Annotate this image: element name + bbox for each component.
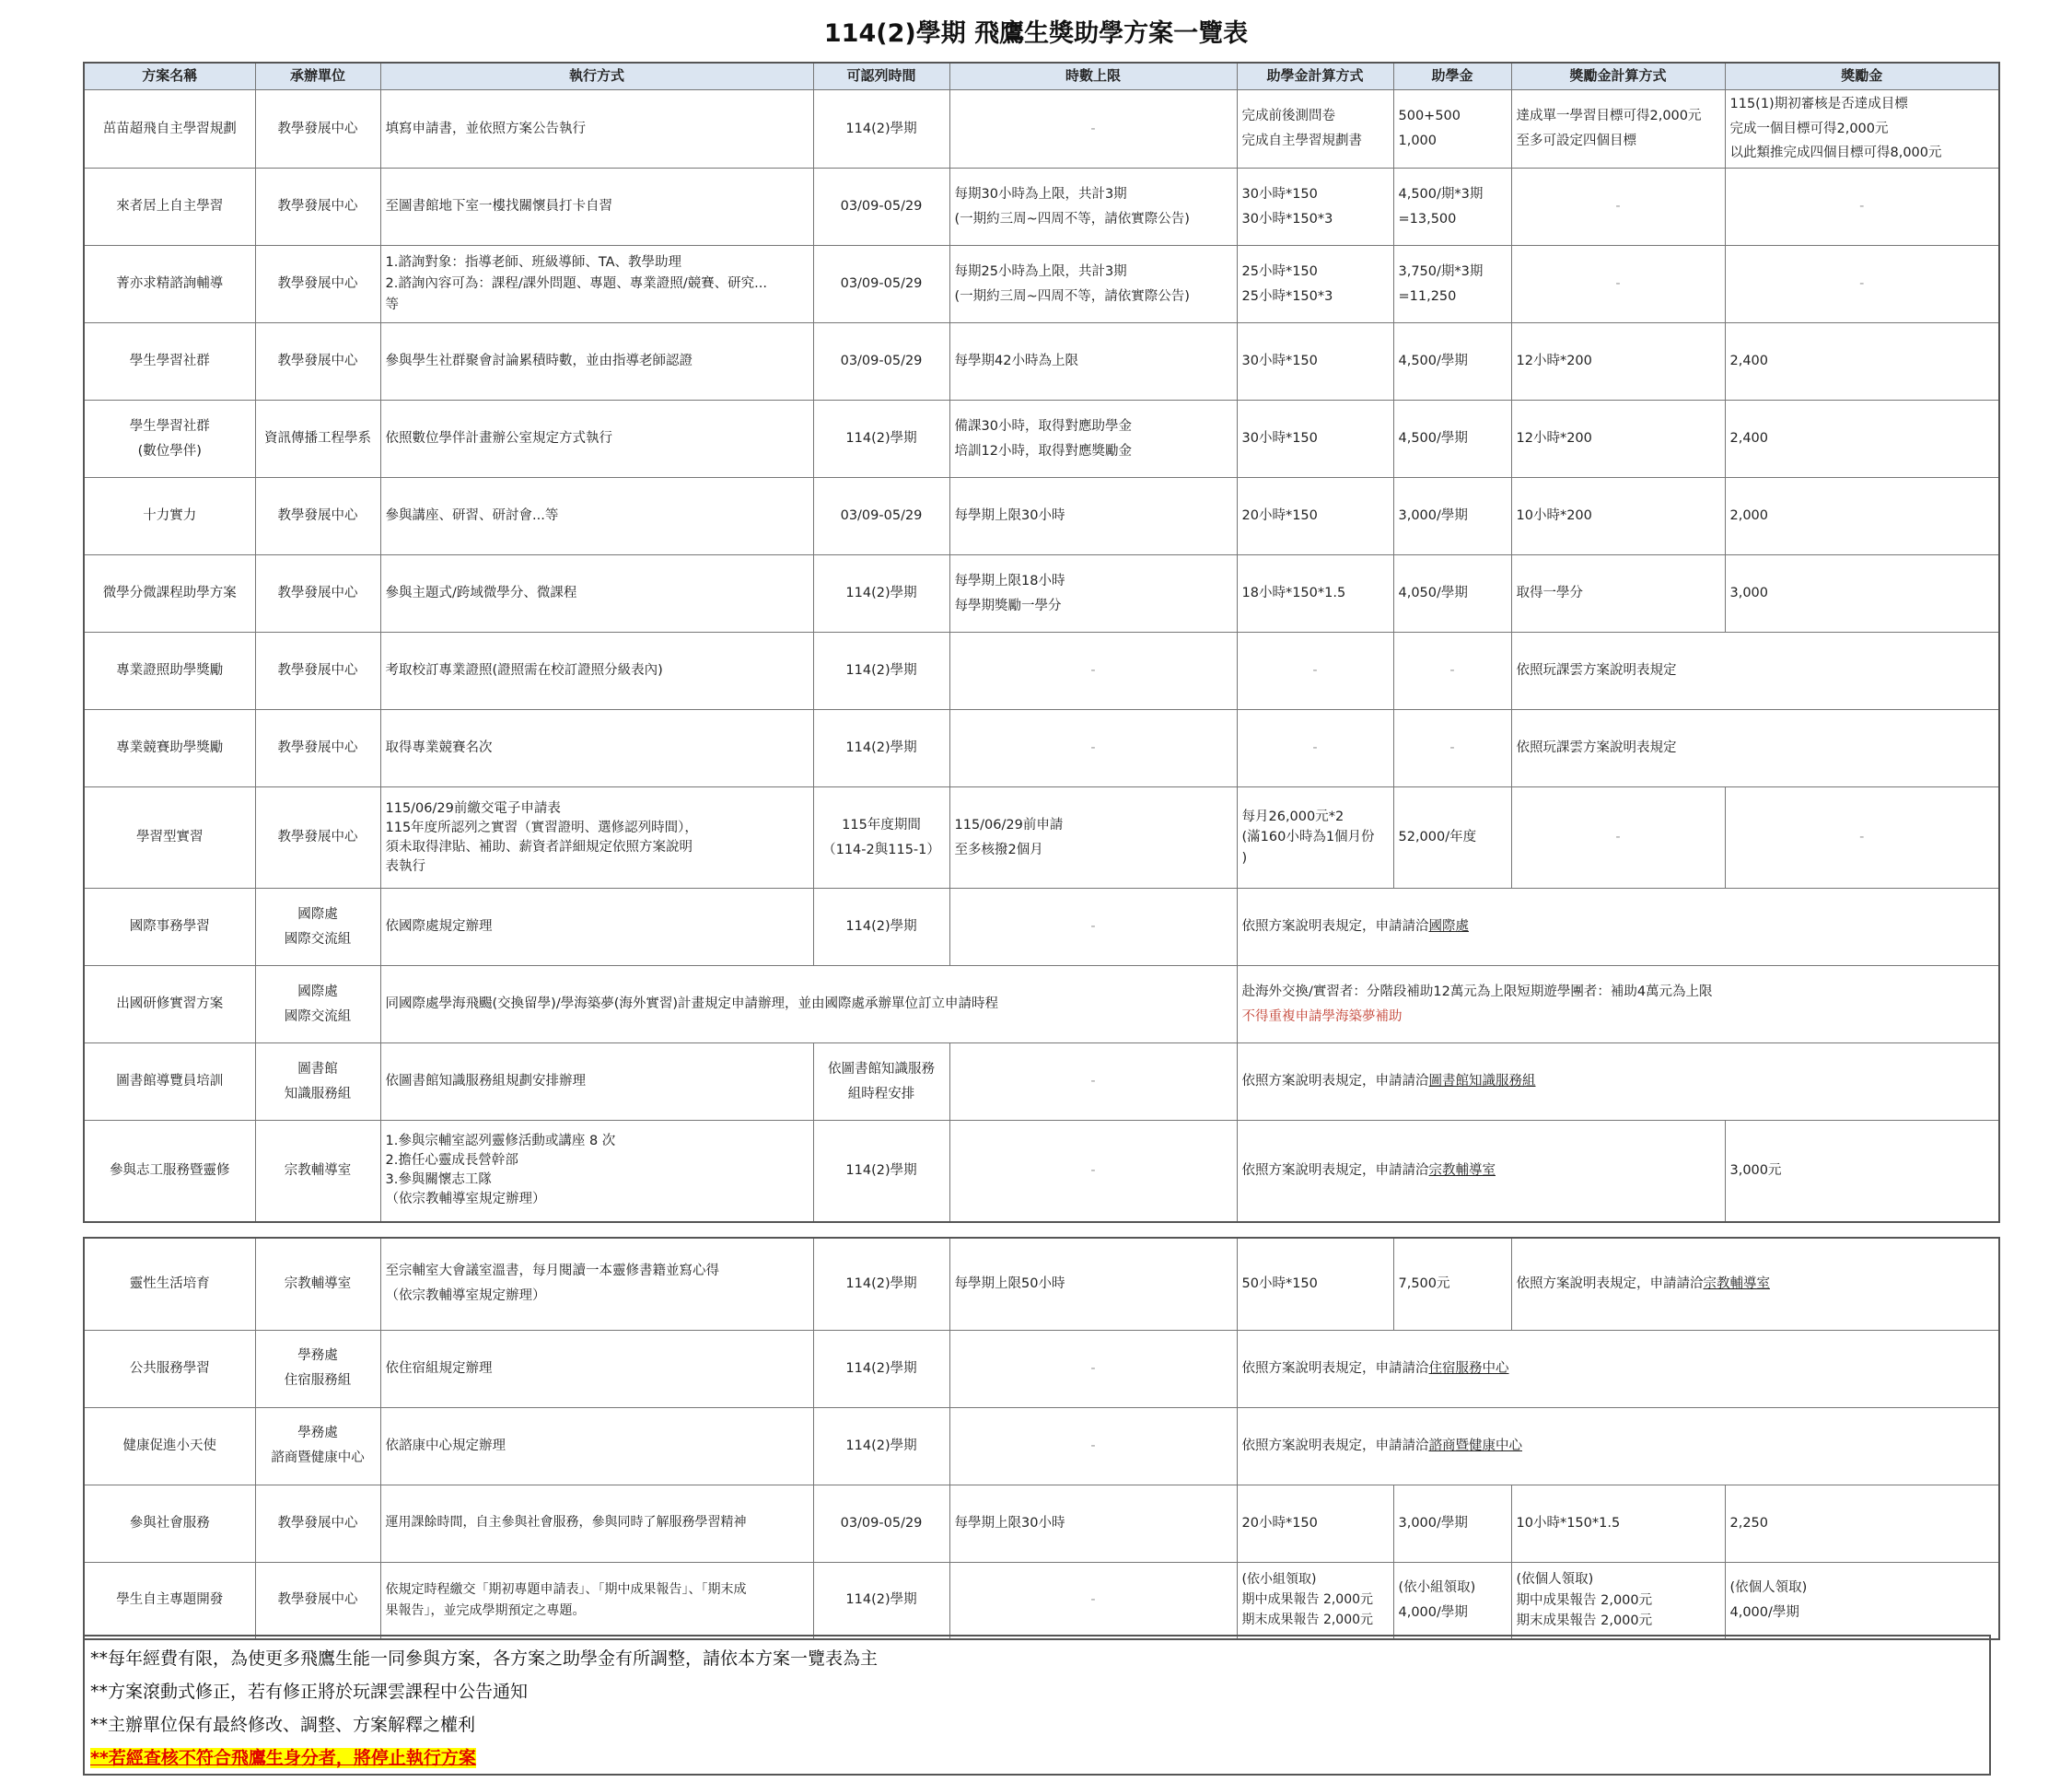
program-hours: 每學期上限30小時 <box>949 1485 1237 1562</box>
reward-amount: - <box>1725 169 1999 246</box>
grant-calc-line: 25小時*150 <box>1241 263 1318 279</box>
unit-line: 國際處 <box>297 906 338 922</box>
program-unit: 資訊傳播工程學系 <box>255 401 380 478</box>
program-unit: 教學發展中心 <box>255 323 380 401</box>
program-hours <box>949 169 1237 246</box>
table-row <box>84 1043 1999 1121</box>
program-name: 參與志工服務暨靈修 <box>84 1121 255 1222</box>
grant-calc: 18小時*150*1.5 <box>1237 555 1393 633</box>
program-method: 依圖書館知識服務組規劃安排辦理 <box>380 1043 813 1121</box>
program-name: 茁苗超飛自主學習規劃 <box>84 89 255 168</box>
program-time: 114(2)學期 <box>813 889 949 966</box>
table-row <box>84 710 1999 787</box>
program-time: 114(2)學期 <box>813 1238 949 1330</box>
table-row <box>84 1121 1999 1222</box>
note-budget: **每年經費有限，為使更多飛鷹生能一同參與方案，各方案之助學金有所調整，請依本方案一覽表為主 <box>90 1648 879 1669</box>
grant-line: 3,750/期*3期 <box>1398 263 1484 279</box>
unit-line: 圖書館 <box>297 1061 338 1077</box>
apply-note <box>1237 1043 1999 1121</box>
hours-line: (一期約三周~四周不等，請依實際公告) <box>954 211 1190 227</box>
apply-note-text: 依照方案說明表規定，申請請洽 <box>1241 1360 1429 1376</box>
grant-calc-line: 完成自主學習規劃書 <box>1241 133 1362 148</box>
program-method: 依諮康中心規定辦理 <box>380 1407 813 1485</box>
reward-calc <box>1511 1562 1725 1639</box>
program-hours <box>949 555 1237 633</box>
grant-amount <box>1393 246 1511 323</box>
program-time: 114(2)學期 <box>813 89 949 168</box>
program-unit: 教學發展中心 <box>255 246 380 323</box>
program-unit: 宗教輔導室 <box>255 1238 380 1330</box>
reward-amount: 3,000元 <box>1725 1121 1999 1222</box>
unit-line: 國際交流組 <box>284 931 352 947</box>
program-unit: 教學發展中心 <box>255 555 380 633</box>
program-name: 公共服務學習 <box>84 1330 255 1407</box>
grant-line: (依小組領取) <box>1398 1579 1476 1595</box>
note-eligibility-warning: **若經查核不符合飛鷹生身分者，將停止執行方案 <box>90 1748 476 1768</box>
program-time: 03/09-05/29 <box>813 478 949 555</box>
program-method: 運用課餘時間，自主參與社會服務，參與同時了解服務學習精神 <box>380 1485 813 1562</box>
program-unit <box>255 889 380 966</box>
name-line: 學生學習社群 <box>129 418 210 434</box>
unit-line: 國際處 <box>297 984 338 999</box>
table-row <box>84 1485 1999 1562</box>
method-line: 1.參與宗輔室認列靈修活動或講座 8 次 <box>385 1134 616 1149</box>
program-name: 圖書館導覽員培訓 <box>84 1043 255 1121</box>
grant-calc: 30小時*150 <box>1237 401 1393 478</box>
program-table-continued <box>83 1237 2000 1640</box>
name-line: (數位學伴) <box>137 443 202 459</box>
table-row <box>84 323 1999 401</box>
apply-note-text: 依照方案說明表規定，申請請洽 <box>1516 1275 1704 1291</box>
program-hours <box>949 401 1237 478</box>
grant-calc: - <box>1237 633 1393 710</box>
table-row <box>84 1407 1999 1485</box>
contact-office-link[interactable]: 國際處 <box>1428 919 1469 935</box>
grant-amount: 3,000/學期 <box>1393 478 1511 555</box>
program-hours: - <box>949 1562 1237 1639</box>
program-name: 菁亦求精諮詢輔導 <box>84 246 255 323</box>
reward-calc-line: 期末成果報告 2,000元 <box>1516 1613 1653 1628</box>
notes-box <box>83 1635 1991 1776</box>
program-hours: - <box>949 633 1237 710</box>
grant-calc: 20小時*150 <box>1237 1485 1393 1562</box>
program-hours: 每學期上限30小時 <box>949 478 1237 555</box>
program-hours <box>949 787 1237 889</box>
reward-amount: 3,000 <box>1725 555 1999 633</box>
grant-calc-line: 期中成果報告 2,000元 <box>1241 1591 1374 1607</box>
program-name: 十力實力 <box>84 478 255 555</box>
method-line: 3.參與關懷志工隊 <box>385 1172 492 1188</box>
table-row <box>84 889 1999 966</box>
reward-amount: 2,400 <box>1725 323 1999 401</box>
header-hours: 時數上限 <box>949 63 1237 89</box>
reward-amount <box>1725 1562 1999 1639</box>
program-method: 依照數位學伴計畫辦公室規定方式執行 <box>380 401 813 478</box>
note-rights: **主辦單位保有最終修改、調整、方案解釋之權利 <box>90 1715 476 1735</box>
program-method <box>380 246 813 323</box>
grant-amount: 4,500/學期 <box>1393 323 1511 401</box>
grant-amount: - <box>1393 710 1511 787</box>
grant-calc-line: (依小組領取) <box>1241 1572 1317 1588</box>
unit-line: 學務處 <box>297 1426 338 1441</box>
grant-calc: 20小時*150 <box>1237 478 1393 555</box>
table-row <box>84 1238 1999 1330</box>
program-unit <box>255 1407 380 1485</box>
reward-calc-line: 達成單一學習目標可得2,000元 <box>1516 109 1702 124</box>
hours-line: 每期25小時為上限，共計3期 <box>954 263 1127 279</box>
grant-calc <box>1237 246 1393 323</box>
header-name: 方案名稱 <box>84 63 255 89</box>
apply-note <box>1237 889 1999 966</box>
grant-amount <box>1393 1562 1511 1639</box>
apply-note-text: 赴海外交換/實習者：分階段補助12萬元為上限短期遊學團者：補助4萬元為上限 <box>1241 984 1713 999</box>
grant-amount: 4,500/學期 <box>1393 401 1511 478</box>
reward-calc <box>1511 89 1725 168</box>
apply-note-text: 依照方案說明表規定，申請請洽 <box>1241 1438 1429 1453</box>
hours-line: 備課30小時，取得對應助學金 <box>954 418 1132 434</box>
table-row <box>84 555 1999 633</box>
grant-calc-line: 期末成果報告 2,000元 <box>1241 1612 1374 1627</box>
table-row <box>84 478 1999 555</box>
table-row <box>84 633 1999 710</box>
program-time: 114(2)學期 <box>813 555 949 633</box>
header-unit: 承辦單位 <box>255 63 380 89</box>
program-name: 靈性生活培育 <box>84 1238 255 1330</box>
grant-calc: - <box>1237 710 1393 787</box>
program-name: 來者居上自主學習 <box>84 169 255 246</box>
reward-calc: - <box>1511 787 1725 889</box>
program-hours: - <box>949 710 1237 787</box>
reward-amount: - <box>1725 246 1999 323</box>
hours-line: 每學期上限18小時 <box>954 573 1065 588</box>
program-time: 114(2)學期 <box>813 1121 949 1222</box>
program-hours: 每學期42小時為上限 <box>949 323 1237 401</box>
time-line: 組時程安排 <box>847 1086 915 1101</box>
hours-line: (一期約三周~四周不等，請依實際公告) <box>954 288 1190 304</box>
program-name: 專業競賽助學獎勵 <box>84 710 255 787</box>
reward-line: 完成一個目標可得2,000元 <box>1729 121 1889 136</box>
program-unit: 教學發展中心 <box>255 710 380 787</box>
method-line: 等 <box>385 297 399 313</box>
program-method: 填寫申請書，並依照方案公告執行 <box>380 89 813 168</box>
header-reward-calc: 獎勵金計算方式 <box>1511 63 1725 89</box>
contact-office-link[interactable]: 宗教輔導室 <box>1428 1163 1496 1179</box>
grant-line: 4,500/期*3期 <box>1398 186 1484 202</box>
unit-line: 國際交流組 <box>284 1008 352 1024</box>
reward-amount <box>1725 89 1999 168</box>
method-line: （依宗教輔導室規定辦理） <box>385 1192 546 1207</box>
program-method <box>380 1121 813 1222</box>
method-line: 115/06/29前繳交電子申請表 <box>385 800 561 816</box>
method-line: 依規定時程繳交「期初專題申請表」、「期中成果報告」、「期末成 <box>385 1582 747 1598</box>
grant-line: 4,000/學期 <box>1398 1604 1468 1620</box>
table-row <box>84 966 1999 1043</box>
program-name: 學習型實習 <box>84 787 255 889</box>
contact-office-link[interactable]: 宗教輔導室 <box>1703 1275 1770 1291</box>
program-method: 依住宿組規定辦理 <box>380 1330 813 1407</box>
apply-note-text: 依照方案說明表規定，申請請洽 <box>1241 1074 1429 1089</box>
unit-line: 諮商暨健康中心 <box>271 1450 365 1465</box>
grant-calc <box>1237 1562 1393 1639</box>
program-hours: - <box>949 1121 1237 1222</box>
hours-line: 115/06/29前申請 <box>954 817 1064 833</box>
table-header-row <box>84 63 1999 89</box>
reward-calc-line: 至多可設定四個目標 <box>1516 133 1636 148</box>
table-row <box>84 89 1999 168</box>
hours-line: 每期30小時為上限，共計3期 <box>954 186 1127 202</box>
program-method: 參與學生社群聚會討論累積時數，並由指導老師認證 <box>380 323 813 401</box>
program-name: 國際事務學習 <box>84 889 255 966</box>
grant-calc-line: ) <box>1241 850 1248 866</box>
reward-line: 以此類推完成四個目標可得8,000元 <box>1729 146 1942 161</box>
reward-calc: 12小時*200 <box>1511 401 1725 478</box>
program-method: 參與講座、研習、研討會...等 <box>380 478 813 555</box>
program-unit: 教學發展中心 <box>255 478 380 555</box>
reward-calc: 10小時*200 <box>1511 478 1725 555</box>
page-title: 114(2)學期 飛鷹生獎助學方案一覽表 <box>823 19 1249 48</box>
grant-calc: 50小時*150 <box>1237 1238 1393 1330</box>
reward-amount: - <box>1725 787 1999 889</box>
hours-line: 至多核撥2個月 <box>954 842 1043 857</box>
grant-calc-line: 30小時*150*3 <box>1241 211 1333 227</box>
grant-calc: 30小時*150 <box>1237 323 1393 401</box>
method-line: 果報告」，並完成學期預定之專題。 <box>385 1602 586 1618</box>
program-time: 114(2)學期 <box>813 1407 949 1485</box>
reward-amount: 2,000 <box>1725 478 1999 555</box>
program-hours: 每學期上限50小時 <box>949 1238 1237 1330</box>
program-method: 取得專業競賽名次 <box>380 710 813 787</box>
grant-calc <box>1237 89 1393 168</box>
header-grant: 助學金 <box>1393 63 1511 89</box>
time-line: （114-2與115-1） <box>822 842 940 857</box>
header-time: 可認列時間 <box>813 63 949 89</box>
reward-calc-line: (依個人領取) <box>1516 1572 1594 1588</box>
grant-calc-line: 25小時*150*3 <box>1241 288 1333 304</box>
grant-line: =13,500 <box>1398 211 1457 227</box>
grant-calc-line: 30小時*150 <box>1241 186 1318 202</box>
apply-note <box>1237 1407 1999 1485</box>
grant-calc-line: 完成前後測問卷 <box>1241 109 1335 124</box>
method-line: 2.諮詢內容可為：課程/課外問題、專題、專業證照/競賽、研究... <box>385 276 767 292</box>
program-unit: 教學發展中心 <box>255 89 380 168</box>
program-time: 114(2)學期 <box>813 401 949 478</box>
reward-amount: 2,400 <box>1725 401 1999 478</box>
program-time: 03/09-05/29 <box>813 323 949 401</box>
reward-calc: 10小時*150*1.5 <box>1511 1485 1725 1562</box>
program-method: 考取校訂專業證照(證照需在校訂證照分級表內) <box>380 633 813 710</box>
grant-amount: 7,500元 <box>1393 1238 1511 1330</box>
program-unit: 教學發展中心 <box>255 1485 380 1562</box>
reward-calc: - <box>1511 169 1725 246</box>
program-name: 學生學習社群 <box>84 323 255 401</box>
reward-note: 依照玩課雲方案說明表規定 <box>1511 710 1999 787</box>
program-time: 03/09-05/29 <box>813 169 949 246</box>
program-method: 參與主題式/跨域微學分、微課程 <box>380 555 813 633</box>
program-unit <box>255 1043 380 1121</box>
grant-amount: 52,000/年度 <box>1393 787 1511 889</box>
program-unit <box>255 1330 380 1407</box>
program-time: 114(2)學期 <box>813 633 949 710</box>
table-row <box>84 401 1999 478</box>
grant-amount <box>1393 169 1511 246</box>
method-line: 1.諮詢對象：指導老師、班級導師、TA、教學助理 <box>385 254 681 270</box>
apply-note <box>1237 966 1999 1043</box>
grant-line: 1,000 <box>1398 133 1438 148</box>
grant-amount <box>1393 89 1511 168</box>
program-name: 參與社會服務 <box>84 1485 255 1562</box>
program-name: 健康促進小天使 <box>84 1407 255 1485</box>
reward-amount: 2,250 <box>1725 1485 1999 1562</box>
method-line: 2.擔任心靈成長營幹部 <box>385 1153 518 1169</box>
program-hours: - <box>949 889 1237 966</box>
table-row <box>84 246 1999 323</box>
apply-note <box>1511 1238 1999 1330</box>
grant-line: =11,250 <box>1398 288 1457 304</box>
reward-note: 依照玩課雲方案說明表規定 <box>1511 633 1999 710</box>
program-method <box>380 1562 813 1639</box>
program-method <box>380 787 813 889</box>
grant-line: 500+500 <box>1398 109 1461 124</box>
program-unit: 教學發展中心 <box>255 633 380 710</box>
reward-calc-line: 期中成果報告 2,000元 <box>1516 1592 1653 1608</box>
program-unit: 宗教輔導室 <box>255 1121 380 1222</box>
program-time <box>813 1043 949 1121</box>
method-line: （依宗教輔導室規定辦理） <box>385 1288 546 1304</box>
program-name: 學生自主專題開發 <box>84 1562 255 1639</box>
reward-calc: 12小時*200 <box>1511 323 1725 401</box>
time-line: 依圖書館知識服務 <box>828 1061 935 1077</box>
program-unit: 教學發展中心 <box>255 169 380 246</box>
unit-line: 學務處 <box>297 1348 338 1364</box>
grant-amount: 4,050/學期 <box>1393 555 1511 633</box>
method-line: 表執行 <box>385 858 425 874</box>
unit-line: 知識服務組 <box>284 1086 352 1101</box>
table-row <box>84 1562 1999 1639</box>
unit-line: 住宿服務組 <box>284 1373 352 1388</box>
table-row <box>84 169 1999 246</box>
program-hours: - <box>949 1330 1237 1407</box>
program-name: 出國研修實習方案 <box>84 966 255 1043</box>
program-name <box>84 401 255 478</box>
table-row <box>84 787 1999 889</box>
reward-line: (依個人領取) <box>1729 1579 1808 1595</box>
contact-office-link[interactable]: 圖書館知識服務組 <box>1428 1074 1536 1089</box>
program-time: 03/09-05/29 <box>813 246 949 323</box>
program-method: 同國際處學海飛颺(交換留學)/學海築夢(海外實習)計畫規定申請辦理，並由國際處承辦單位訂立申請時程 <box>380 966 1237 1043</box>
note-warning-line <box>90 1741 1984 1775</box>
program-time: 114(2)學期 <box>813 710 949 787</box>
program-unit: 教學發展中心 <box>255 1562 380 1639</box>
table-row <box>84 1330 1999 1407</box>
program-time: 03/09-05/29 <box>813 1485 949 1562</box>
apply-note <box>1237 1121 1725 1222</box>
header-grant-calc: 助學金計算方式 <box>1237 63 1393 89</box>
apply-note <box>1237 1330 1999 1407</box>
note-revision: **方案滾動式修正，若有修正將於玩課雲課程中公告通知 <box>90 1682 529 1702</box>
grant-calc-line: 每月26,000元*2 <box>1241 809 1344 824</box>
program-hours: - <box>949 1043 1237 1121</box>
contact-office-link[interactable]: 諮商暨健康中心 <box>1428 1438 1522 1453</box>
grant-calc-line: (滿160小時為1個月份 <box>1241 830 1375 845</box>
grant-amount: - <box>1393 633 1511 710</box>
program-hours <box>949 246 1237 323</box>
program-method: 依國際處規定辦理 <box>380 889 813 966</box>
hours-line: 每學期獎勵一學分 <box>954 598 1062 613</box>
program-name: 專業證照助學獎勵 <box>84 633 255 710</box>
program-method: 至圖書館地下室一樓找關懷員打卡自習 <box>380 169 813 246</box>
program-hours: - <box>949 1407 1237 1485</box>
header-method: 執行方式 <box>380 63 813 89</box>
hours-line: 培訓12小時，取得對應獎勵金 <box>954 443 1132 459</box>
reward-line: 115(1)期初審核是否達成目標 <box>1729 96 1908 111</box>
method-line: 至宗輔室大會議室溫書，每月閱讀一本靈修書籍並寫心得 <box>385 1264 719 1279</box>
warning-text: 不得重複申請學海築夢補助 <box>1241 1008 1403 1024</box>
program-hours: - <box>949 89 1237 168</box>
program-time: 114(2)學期 <box>813 1562 949 1639</box>
reward-calc: - <box>1511 246 1725 323</box>
grant-amount: 3,000/學期 <box>1393 1485 1511 1562</box>
program-method <box>380 1238 813 1330</box>
apply-note-text: 依照方案說明表規定，申請請洽 <box>1241 919 1429 935</box>
method-line: 須未取得津貼、補助、薪資者詳細規定依照方案說明 <box>385 839 693 855</box>
contact-office-link[interactable]: 住宿服務中心 <box>1428 1360 1509 1376</box>
reward-line: 4,000/學期 <box>1729 1604 1799 1620</box>
apply-note-text: 依照方案說明表規定，申請請洽 <box>1241 1163 1429 1179</box>
program-time <box>813 787 949 889</box>
time-line: 115年度期間 <box>842 817 921 833</box>
program-name: 微學分微課程助學方案 <box>84 555 255 633</box>
reward-calc: 取得一學分 <box>1511 555 1725 633</box>
program-unit <box>255 966 380 1043</box>
program-table <box>83 62 2000 1223</box>
header-reward: 獎勵金 <box>1725 63 1999 89</box>
program-unit: 教學發展中心 <box>255 787 380 889</box>
method-line: 115年度所認列之實習（實習證明、選修認列時間）， <box>385 820 698 835</box>
grant-calc <box>1237 787 1393 889</box>
grant-calc <box>1237 169 1393 246</box>
program-time: 114(2)學期 <box>813 1330 949 1407</box>
